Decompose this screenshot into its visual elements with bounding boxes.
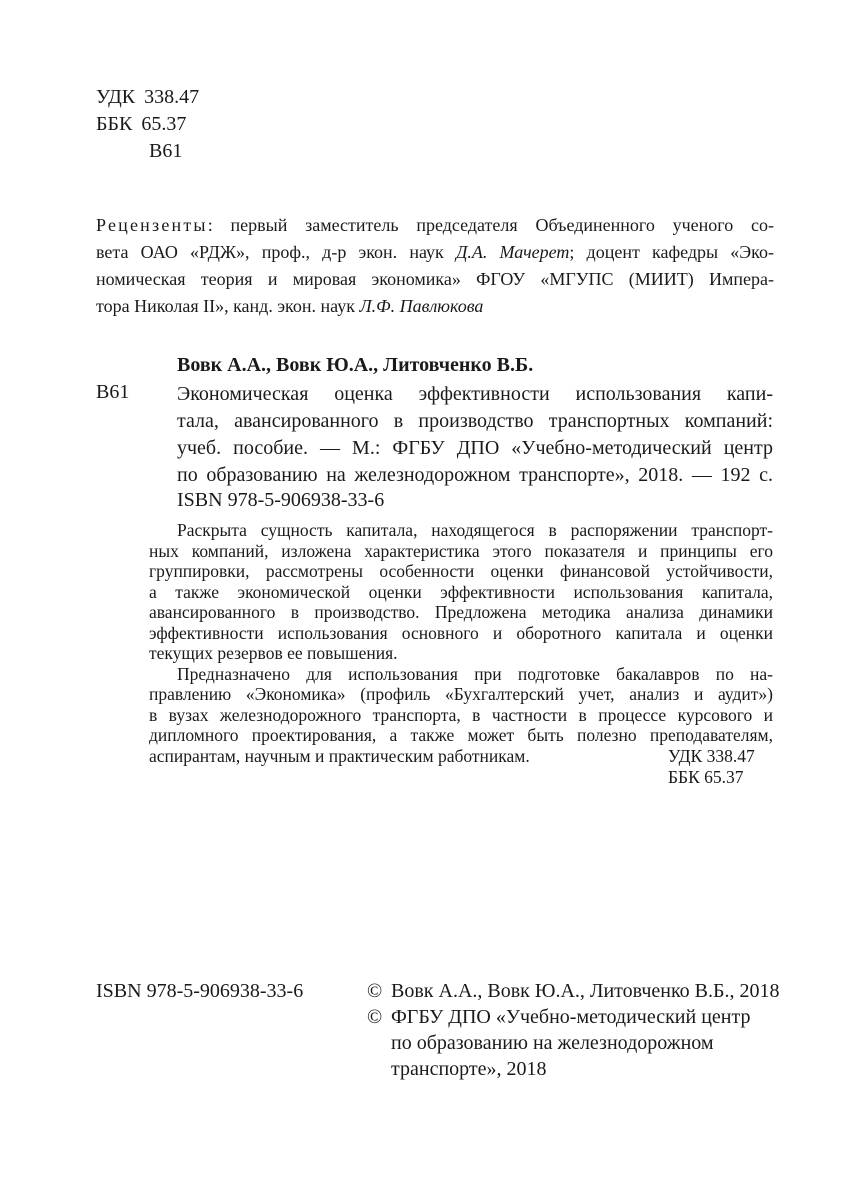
- abstract-p2-line-5: аспирантам, научным и практическим работникам.: [149, 745, 530, 766]
- reviewers-line-4: тора Николая II», канд. экон. наук Л.Ф. Павлюкова: [96, 296, 484, 316]
- bbk-header: ББК 65.37: [96, 113, 187, 135]
- abstract-block: [149, 520, 773, 766]
- abstract-udk: УДК 338.47: [668, 746, 755, 766]
- abstract-p1-line-7: текущих резервов ее повышения.: [149, 643, 398, 663]
- abstract-p1-line-2: ных компаний, изложена характеристика этого показателя и принципы его: [149, 540, 773, 561]
- abstract-p1-line-5: авансированного в производство. Предложена методика анализа динамики: [149, 602, 773, 622]
- reviewer-name-1: Д.А. Мачерет: [455, 242, 570, 262]
- catalog-title-line-1: Экономическая оценка эффективности использования капи-: [177, 383, 773, 405]
- reviewers-line-1: Рецензенты: первый заместитель председателя Объединенного ученого со-: [96, 215, 774, 235]
- author-mark-header: В61: [149, 140, 183, 162]
- copyright-symbol-1: ©: [367, 980, 383, 1002]
- reviewers-line-3: номическая теория и мировая экономика» ФГОУ «МГУПС (МИИТ) Импера-: [96, 269, 774, 289]
- reviewers-line-2: вета ОАО «РДЖ», проф., д-р экон. наук Д.А. Мачерет; доцент кафедры «Эко-: [96, 242, 774, 262]
- copyright-line-1: Вовк А.А., Вовк Ю.А., Литовченко В.Б., 2018: [391, 980, 780, 1002]
- abstract-p1-line-4: а также экономической оценки эффективности использования капитала,: [149, 581, 773, 602]
- udk-header: УДК 338.47: [96, 86, 200, 108]
- copyright-symbol-2: ©: [367, 1006, 383, 1028]
- catalog-title-line-4: по образованию на железнодорожном транспорте», 2018. — 192 с.: [177, 464, 773, 486]
- abstract-bbk: ББК 65.37: [668, 767, 744, 787]
- catalog-authors: Вовк А.А., Вовк Ю.А., Литовченко В.Б.: [177, 354, 534, 376]
- reviewer-name-2: Л.Ф. Павлюкова: [359, 296, 484, 316]
- abstract-p2-line-4: дипломного проектирования, а также может быть полезно преподавателям,: [149, 725, 773, 745]
- abstract-p1-line-1: Раскрыта сущность капитала, находящегося в распоряжении транспорт-: [177, 520, 773, 540]
- abstract-p2-line-2: правлению «Экономика» (профиль «Бухгалтерский учет, анализ и аудит»): [149, 684, 773, 704]
- catalog-mark: В61: [96, 381, 130, 403]
- abstract-p1-line-6: эффективности использования основного и оборотного капитала и оценки: [149, 622, 773, 643]
- reviewers-block: [96, 212, 774, 320]
- footer-isbn: ISBN 978-5-906938-33-6: [96, 980, 304, 1002]
- reviewers-label: Рецензенты: [96, 215, 208, 235]
- catalog-title-line-2: тала, авансированного в производство транспортных компаний:: [177, 410, 773, 432]
- catalog-title-line-3: учеб. пособие. — М.: ФГБУ ДПО «Учебно-методический центр: [177, 437, 773, 459]
- abstract-p2-line-3: в вузах железнодорожного транспорта, в частности в процессе курсового и: [149, 704, 773, 725]
- abstract-p2-line-1: Предназначено для использования при подготовке бакалавров по на-: [177, 663, 773, 684]
- abstract-p1-line-3: группировки, рассмотрены особенности оценки финансовой устойчивости,: [149, 561, 773, 581]
- copyright-line-3: по образованию на железнодорожном: [391, 1032, 714, 1054]
- copyright-line-4: транспорте», 2018: [391, 1058, 547, 1080]
- catalog-title: [177, 381, 773, 489]
- catalog-isbn: ISBN 978-5-906938-33-6: [177, 489, 385, 511]
- copyright-line-2: ФГБУ ДПО «Учебно-методический центр: [391, 1006, 751, 1028]
